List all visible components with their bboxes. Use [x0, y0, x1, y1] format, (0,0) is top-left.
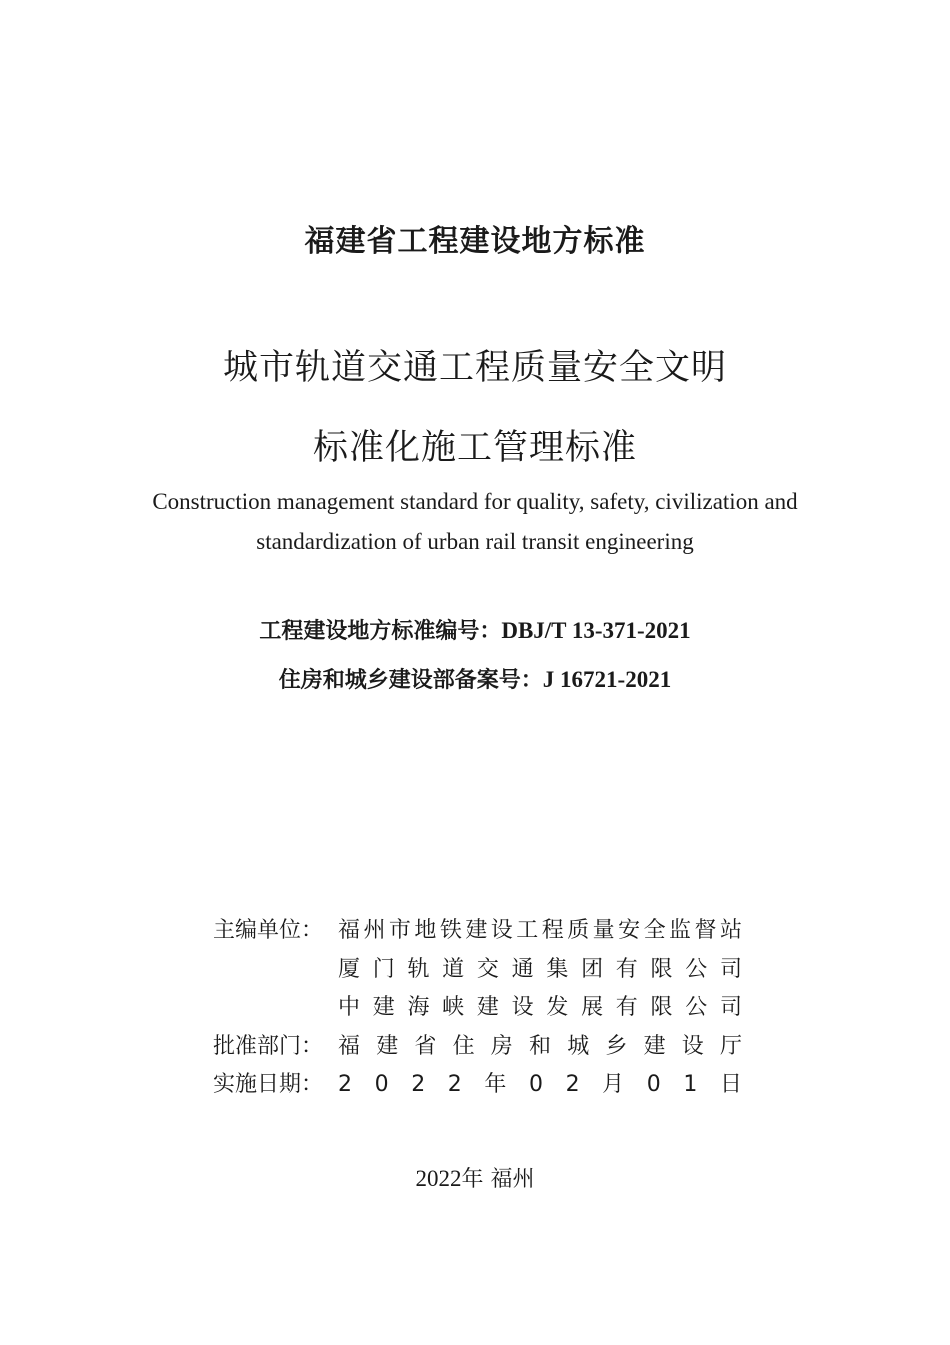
editor-label: 主编单位：	[213, 918, 324, 943]
date-value	[338, 1066, 742, 1105]
standard-category: 福建省工程建设地方标准	[304, 224, 646, 259]
date-char: 2	[338, 1072, 352, 1097]
approver-row	[213, 1028, 742, 1067]
editor-row	[213, 951, 742, 990]
record-number-label: 住房和城乡建设部备案号：	[278, 668, 543, 693]
info-block	[213, 912, 742, 1105]
record-number-value: J 16721-2021	[542, 667, 672, 692]
title-en-line-2: standardization of urban rail transit engineering	[256, 529, 694, 554]
title-en-line-1: Construction management standard for quality, safety, civilization and	[152, 489, 798, 514]
approver-label: 批准部门：	[213, 1033, 324, 1059]
date-label: 实施日期：	[213, 1072, 324, 1097]
date-char: 2	[565, 1072, 580, 1097]
title-zh-line-1: 城市轨道交通工程质量安全文明	[222, 348, 727, 388]
footer-city: 福州	[490, 1167, 535, 1192]
date-char: 2	[447, 1072, 462, 1097]
date-char: 0	[646, 1072, 661, 1097]
date-char: 0	[374, 1072, 389, 1097]
standard-number-label: 工程建设地方标准编号：	[259, 619, 502, 644]
footer-year-suffix: 年	[461, 1167, 484, 1192]
date-char: 2	[411, 1072, 426, 1097]
date-char: 年	[484, 1072, 507, 1097]
date-char: 月	[602, 1072, 625, 1097]
date-row	[213, 1066, 742, 1105]
editor-unit-1: 福州市地铁建设工程质量安全监督站	[338, 918, 742, 943]
footer-year: 2022	[415, 1166, 462, 1191]
date-char: 0	[528, 1072, 543, 1097]
editor-row	[213, 912, 742, 951]
editor-row	[213, 989, 742, 1028]
standard-number-value: DBJ/T 13-371-2021	[501, 618, 691, 643]
date-char: 1	[683, 1072, 698, 1097]
record-number-line	[0, 663, 950, 694]
standard-number-line	[0, 614, 950, 645]
editor-unit-2: 厦门轨道交通集团有限公司	[338, 956, 742, 982]
title-zh-line-2: 标准化施工管理标准	[312, 428, 637, 468]
editor-unit-3: 中建海峡建设发展有限公司	[338, 995, 742, 1020]
date-char: 日	[719, 1072, 742, 1097]
publication-footer	[0, 1162, 950, 1193]
approver-value: 福建省住房和城乡建设厅	[338, 1033, 742, 1059]
